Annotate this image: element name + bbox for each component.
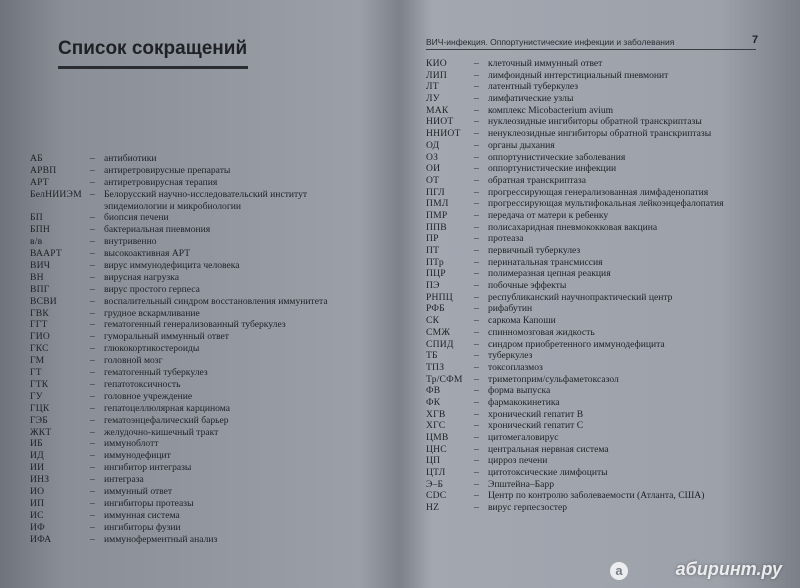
abbreviation-term: в/в (30, 236, 43, 248)
abbreviation-dash: – (90, 390, 95, 402)
abbreviation-definition: триметоприм/сульфаметоксазол (488, 373, 619, 385)
abbreviation-dash: – (474, 291, 479, 303)
abbreviation-term: ППВ (426, 221, 447, 233)
abbreviation-term: СМЖ (426, 326, 451, 338)
abbreviation-dash: – (474, 93, 479, 105)
abbreviation-definition: синдром приобретенного иммунодефицита (488, 338, 665, 350)
abbreviation-dash: – (90, 248, 95, 260)
abbreviation-term: ИС (30, 509, 44, 521)
abbreviation-dash: – (90, 153, 95, 164)
abbreviation-term: АРВП (30, 164, 57, 176)
abbreviation-term: ГГТ (30, 319, 48, 331)
abbreviation-definition: перинатальная трансмиссия (488, 256, 603, 268)
abbreviation-dash: – (474, 280, 479, 292)
abbreviation-definition: хронический гепатит В (488, 408, 584, 420)
abbreviation-dash: – (90, 283, 95, 295)
abbreviation-definition: цирроз печени (488, 455, 548, 467)
abbreviation-term: БПН (30, 224, 50, 236)
abbreviation-dash: – (90, 212, 95, 224)
abbreviation-definition: первичный туберкулез (488, 245, 581, 256)
abbreviation-term: ВИЧ (30, 260, 51, 272)
abbreviation-term: ПЦР (426, 268, 446, 280)
abbreviation-term: ГТК (30, 378, 49, 390)
abbreviation-dash: – (474, 174, 479, 186)
abbreviation-dash: – (90, 485, 95, 497)
abbreviation-definition: саркома Капоши (488, 315, 556, 327)
abbreviation-dash: – (474, 373, 479, 385)
abbreviation-dash: – (474, 245, 479, 256)
abbreviation-term: ЛИП (426, 69, 447, 81)
abbreviation-dash: – (90, 176, 95, 188)
right-page (404, 0, 800, 588)
abbreviation-term: ИБ (30, 438, 43, 450)
abbreviation-dash: – (90, 319, 95, 331)
abbreviation-dash: – (474, 420, 479, 432)
abbreviation-term: ГЭБ (30, 414, 48, 426)
abbreviation-term: ИО (30, 485, 45, 497)
abbreviation-term: ПТр (426, 256, 444, 268)
labirint-logo-icon: a (610, 562, 628, 580)
abbreviation-dash: – (474, 69, 479, 81)
abbreviation-definition: туберкулез (488, 350, 533, 362)
abbreviation-term: ОТ (426, 174, 440, 186)
abbreviation-definition: латентный туберкулез (488, 81, 579, 93)
abbreviation-definition: форма выпуска (488, 385, 551, 397)
abbreviation-definition: интеграза (104, 474, 144, 486)
abbreviation-dash: – (90, 343, 95, 355)
abbreviation-definition: полисахаридная пневмококковая вакцина (488, 221, 658, 233)
abbreviation-dash: – (474, 432, 479, 443)
abbreviation-dash: – (90, 402, 95, 414)
abbreviation-term: ЛУ (426, 93, 440, 105)
abbreviation-term: ТПЗ (426, 361, 445, 373)
running-head: ВИЧ-инфекция. Оппортунистические инфекции и заболевания (426, 37, 756, 50)
abbreviation-definition: иммунодефицит (104, 450, 171, 462)
abbreviation-term: ХГС (426, 420, 446, 432)
abbreviation-dash: – (90, 271, 95, 283)
abbreviation-dash: – (474, 186, 479, 198)
abbreviation-term: ПГЛ (426, 186, 445, 198)
abbreviation-term: ВААРТ (30, 248, 62, 260)
abbreviation-term: ЦТЛ (426, 467, 446, 479)
abbreviation-definition: нуклеозидные ингибиторы обратной транскриптазы (488, 116, 702, 128)
abbreviation-definition: центральная нервная система (488, 443, 609, 455)
abbreviation-term: ГКС (30, 343, 49, 355)
abbreviation-dash: – (474, 233, 479, 245)
abbreviation-definition: побочные эффекты (488, 280, 567, 292)
abbreviation-definition: головной мозг (104, 355, 163, 367)
abbreviation-term: ВСВИ (30, 295, 57, 307)
abbreviation-definition: гепатоцеллюлярная карцинома (104, 402, 231, 414)
abbreviation-term: ИФА (30, 533, 52, 545)
abbreviation-term: ГВК (30, 307, 49, 319)
abbreviation-definition: хронический гепатит С (488, 420, 584, 432)
abbreviation-definition: спинномозговая жидкость (488, 326, 595, 338)
abbreviation-dash: – (90, 462, 95, 474)
abbreviation-definition: ингибиторы протеазы (104, 497, 194, 509)
abbreviation-dash: – (474, 326, 479, 338)
watermark: абиринт.ру (675, 559, 782, 579)
abbreviation-term: HZ (426, 502, 440, 514)
abbreviation-definition: биопсия печени (104, 212, 169, 224)
abbreviation-term: КИО (426, 58, 447, 69)
abbreviation-term: ФК (426, 396, 441, 408)
abbreviation-term: АБ (30, 153, 43, 164)
abbreviation-term: РНПЦ (426, 291, 453, 303)
abbreviation-term: ОЗ (426, 151, 439, 163)
abbreviation-term: ТБ (426, 350, 438, 362)
abbreviation-term: АРТ (30, 176, 49, 188)
title-underline (58, 66, 248, 69)
abbreviation-dash: – (90, 236, 95, 248)
abbreviation-term: РФБ (426, 303, 445, 315)
abbreviation-definition: цитотоксические лимфоциты (488, 467, 608, 479)
abbreviation-term: ПЭ (426, 280, 440, 292)
abbreviation-definition: протеаза (488, 233, 524, 245)
abbreviation-dash: – (474, 338, 479, 350)
abbreviation-definition: фармакокинетика (488, 396, 560, 408)
page-number: 7 (752, 34, 759, 46)
abbreviation-definition: передача от матери к ребенку (488, 209, 609, 221)
abbreviation-dash: – (474, 361, 479, 373)
abbreviation-term: ГУ (30, 390, 43, 402)
abbreviation-dash: – (474, 455, 479, 467)
abbreviation-dash: – (90, 164, 95, 176)
abbreviation-definition: органы дыхания (488, 139, 555, 151)
abbreviation-term: ГЦК (30, 402, 50, 414)
abbreviation-dash: – (90, 260, 95, 272)
abbreviation-definition: бактериальная пневмония (104, 224, 211, 236)
abbreviation-definition: желудочно-кишечный тракт (104, 426, 219, 438)
abbreviation-definition: обратная транскриптаза (488, 174, 586, 186)
abbreviation-definition: вирус герпесзостер (488, 502, 568, 514)
abbreviation-term: Э–Б (426, 478, 444, 490)
abbreviation-dash: – (474, 116, 479, 128)
abbreviation-definition: вирус иммунодефицита человека (104, 260, 240, 272)
abbreviation-definition: гематоэнцефалический барьер (104, 414, 229, 426)
abbreviation-term: ИД (30, 450, 44, 462)
abbreviation-dash: – (474, 256, 479, 268)
abbreviation-definition: Центр по контролю заболеваемости (Атланта, США) (488, 490, 705, 502)
abbreviation-dash: – (90, 474, 95, 486)
abbreviation-term: СК (426, 315, 440, 327)
abbreviation-term: ВН (30, 271, 44, 283)
abbreviation-dash: – (474, 198, 479, 210)
abbreviation-dash: – (474, 478, 479, 490)
abbreviation-definition: иммуноблотт (104, 438, 159, 450)
abbreviation-term: ЛТ (426, 81, 439, 93)
abbreviation-dash: – (90, 497, 95, 509)
abbreviation-definition: прогрессирующая мультифокальная лейкоэнцефалопатия (488, 198, 724, 210)
abbreviation-definition: лимфатические узлы (488, 93, 574, 105)
abbreviation-term: ГИО (30, 331, 51, 343)
abbreviation-definition: глюкокортикостероиды (104, 343, 200, 355)
abbreviation-term: СПИД (426, 338, 454, 350)
abbreviation-definition: воспалительный синдром восстановления иммунитета (104, 295, 328, 307)
abbreviation-dash: – (90, 331, 95, 343)
abbreviation-term: ИИ (30, 462, 45, 474)
abbreviation-definition: оппортунистические заболевания (488, 151, 626, 163)
abbreviation-term: ННИОТ (426, 128, 461, 140)
abbreviation-dash: – (90, 188, 95, 200)
abbreviation-dash: – (90, 414, 95, 426)
page-title: Список сокращений (58, 38, 248, 59)
abbreviation-dash: – (474, 221, 479, 233)
abbreviation-dash: – (474, 58, 479, 69)
abbreviation-term: ЦМВ (426, 432, 449, 443)
abbreviation-definition: гуморальный иммунный ответ (104, 331, 229, 343)
abbreviation-term: ИФ (30, 521, 45, 533)
abbreviation-definition: антибиотики (104, 153, 157, 164)
abbreviation-dash: – (90, 367, 95, 379)
abbreviation-definition: вирусная нагрузка (104, 271, 179, 283)
abbreviation-definition: полимеразная цепная реакция (488, 268, 611, 280)
abbreviation-definition: лимфоидный интерстициальный пневмонит (488, 69, 669, 81)
abbreviation-term: БелНИИЭМ (30, 188, 82, 200)
abbreviation-dash: – (90, 450, 95, 462)
abbreviation-term: ЦНС (426, 443, 447, 455)
abbreviation-term: ПР (426, 233, 439, 245)
abbreviation-definition: ингибитор интегразы (104, 462, 192, 474)
abbreviation-definition: Эпштейна–Барр (488, 478, 554, 490)
abbreviation-definition: иммунная система (104, 509, 180, 521)
abbreviation-dash: – (474, 350, 479, 362)
abbreviation-definition: антиретровирусные препараты (104, 164, 231, 176)
abbreviation-term: ОД (426, 139, 440, 151)
abbreviation-dash: – (90, 426, 95, 438)
abbreviation-definition: Белорусский научно-исследовательский институт эпидемиологии и микробиологии (104, 188, 308, 212)
abbreviation-definition: республиканский научнопрактический центр (488, 291, 673, 303)
abbreviation-dash: – (474, 151, 479, 163)
abbreviation-definition: иммунный ответ (104, 485, 173, 497)
abbreviation-definition: антиретровирусная терапия (104, 176, 218, 188)
abbreviation-definition: головное учреждение (104, 390, 193, 402)
abbreviation-dash: – (474, 396, 479, 408)
abbreviation-definition: гепатотоксичность (104, 378, 181, 390)
abbreviation-dash: – (90, 378, 95, 390)
abbreviation-term: CDC (426, 490, 447, 502)
abbreviation-term: ХГВ (426, 408, 446, 420)
abbreviation-definition: комплекс Micobacterium avium (488, 104, 614, 116)
abbreviation-term: ФВ (426, 385, 441, 397)
abbreviation-dash: – (90, 355, 95, 367)
abbreviation-dash: – (90, 438, 95, 450)
abbreviation-definition: внутривенно (104, 236, 157, 248)
abbreviation-dash: – (474, 81, 479, 93)
abbreviation-term: ИП (30, 497, 45, 509)
abbreviation-dash: – (474, 303, 479, 315)
abbreviation-term: ПМР (426, 209, 448, 221)
abbreviation-dash: – (90, 295, 95, 307)
abbreviation-definition: гематогенный туберкулез (104, 367, 208, 379)
abbreviation-term: ЖКТ (30, 426, 52, 438)
abbreviation-definition: высокоактивная АРТ (104, 248, 191, 260)
abbreviation-dash: – (90, 307, 95, 319)
abbreviation-dash: – (474, 209, 479, 221)
abbreviation-definition: рифабутин (488, 303, 533, 315)
abbreviation-definition: ненуклеозидные ингибиторы обратной транскриптазы (488, 128, 712, 140)
abbreviation-dash: – (90, 521, 95, 533)
abbreviation-dash: – (474, 408, 479, 420)
abbreviation-definition: вирус простого герпеса (104, 283, 200, 295)
abbreviation-dash: – (474, 490, 479, 502)
abbreviation-definition: гематогенный генерализованный туберкулез (104, 319, 286, 331)
abbreviation-term: НИОТ (426, 116, 454, 128)
abbreviation-term: ГМ (30, 355, 45, 367)
abbreviation-term: ИНЗ (30, 474, 50, 486)
abbreviation-dash: – (474, 128, 479, 140)
abbreviation-term: Тр/СФМ (426, 373, 463, 385)
abbreviation-definition: токсоплазмоз (488, 361, 543, 373)
abbreviation-definition: цитомегаловирус (488, 432, 559, 443)
abbreviation-term: ВПГ (30, 283, 50, 295)
abbreviation-definition: клеточный иммунный ответ (488, 58, 603, 69)
abbreviation-dash: – (474, 268, 479, 280)
abbreviation-dash: – (474, 467, 479, 479)
abbreviation-definition: прогрессирующая генерализованная лимфаденопатия (488, 186, 709, 198)
abbreviation-dash: – (474, 163, 479, 175)
abbreviation-dash: – (474, 502, 479, 514)
abbreviation-term: ГТ (30, 367, 42, 379)
abbreviation-dash: – (474, 104, 479, 116)
abbreviation-term: ПМЛ (426, 198, 449, 210)
abbreviation-term: БП (30, 212, 43, 224)
abbreviation-term: МАК (426, 104, 449, 116)
abbreviation-definition: оппортунистические инфекции (488, 163, 617, 175)
abbreviation-term: ПТ (426, 245, 440, 256)
abbreviation-definition: иммуноферментный анализ (104, 533, 218, 545)
abbreviation-dash: – (90, 509, 95, 521)
abbreviation-term: ОИ (426, 163, 441, 175)
abbreviation-dash: – (474, 139, 479, 151)
abbreviation-dash: – (474, 385, 479, 397)
abbreviation-term: ЦП (426, 455, 441, 467)
abbreviation-definition: грудное вскармливание (104, 307, 200, 319)
abbreviation-dash: – (474, 443, 479, 455)
abbreviation-dash: – (90, 533, 95, 545)
abbreviation-dash: – (474, 315, 479, 327)
abbreviation-definition: ингибиторы фузии (104, 521, 181, 533)
abbreviation-dash: – (90, 224, 95, 236)
